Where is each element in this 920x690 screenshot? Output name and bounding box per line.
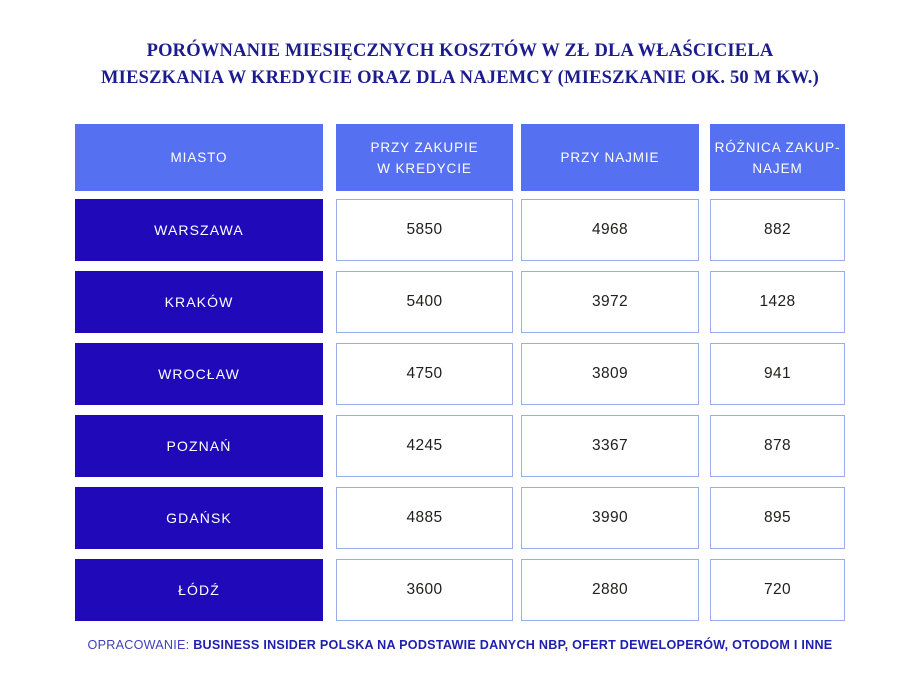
purchase-value: 4750 bbox=[336, 343, 513, 405]
purchase-value: 4245 bbox=[336, 415, 513, 477]
table-header-row bbox=[75, 124, 845, 191]
column-header-rent-label: PRZY NAJMIE bbox=[560, 150, 660, 165]
table-row bbox=[75, 487, 845, 549]
city-label: GDAŃSK bbox=[75, 487, 323, 549]
column-header-difference-line2: NAJEM bbox=[752, 160, 803, 176]
difference-value: 941 bbox=[710, 343, 845, 405]
column-header-difference-line1: RÓŻNICA ZAKUP- bbox=[714, 139, 841, 155]
rent-value: 3367 bbox=[521, 415, 699, 477]
source-credit-value: BUSINESS INSIDER POLSKA NA PODSTAWIE DANYCH NBP, OFERT DEWELOPERÓW, OTODOM I INNE bbox=[193, 638, 833, 652]
rent-value: 3972 bbox=[521, 271, 699, 333]
title-line-2: MIESZKANIA W KREDYCIE ORAZ DLA NAJEMCY (MIESZKANIE OK. 50 M KW.) bbox=[101, 68, 819, 88]
difference-value: 1428 bbox=[710, 271, 845, 333]
column-header-rent bbox=[521, 124, 699, 191]
column-header-purchase-line2: W KREDYCIE bbox=[377, 160, 472, 176]
purchase-value: 4885 bbox=[336, 487, 513, 549]
difference-value: 878 bbox=[710, 415, 845, 477]
rent-value: 3990 bbox=[521, 487, 699, 549]
cost-comparison-table bbox=[75, 124, 845, 631]
column-header-difference-label bbox=[715, 137, 841, 179]
difference-value: 720 bbox=[710, 559, 845, 621]
column-header-city-label: MIASTO bbox=[170, 150, 228, 165]
title-line-1: PORÓWNANIE MIESIĘCZNYCH KOSZTÓW W ZŁ DLA WŁAŚCICIELA bbox=[146, 41, 774, 61]
table-row bbox=[75, 343, 845, 405]
table-row bbox=[75, 415, 845, 477]
city-label: WROCŁAW bbox=[75, 343, 323, 405]
column-header-purchase-label bbox=[370, 137, 478, 179]
rent-value: 2880 bbox=[521, 559, 699, 621]
purchase-value: 5850 bbox=[336, 199, 513, 261]
purchase-value: 5400 bbox=[336, 271, 513, 333]
table-row bbox=[75, 271, 845, 333]
table-row bbox=[75, 559, 845, 621]
table-row bbox=[75, 199, 845, 261]
rent-value: 3809 bbox=[521, 343, 699, 405]
source-credit bbox=[0, 638, 920, 652]
city-label: WARSZAWA bbox=[75, 199, 323, 261]
purchase-value: 3600 bbox=[336, 559, 513, 621]
column-header-city bbox=[75, 124, 323, 191]
column-header-difference bbox=[710, 124, 845, 191]
page-title bbox=[0, 38, 920, 92]
difference-value: 882 bbox=[710, 199, 845, 261]
source-credit-label: OPRACOWANIE: bbox=[87, 638, 190, 652]
difference-value: 895 bbox=[710, 487, 845, 549]
city-label: KRAKÓW bbox=[75, 271, 323, 333]
city-label: ŁÓDŹ bbox=[75, 559, 323, 621]
column-header-purchase-line1: PRZY ZAKUPIE bbox=[370, 139, 479, 155]
rent-value: 4968 bbox=[521, 199, 699, 261]
column-header-purchase bbox=[336, 124, 513, 191]
city-label: POZNAŃ bbox=[75, 415, 323, 477]
